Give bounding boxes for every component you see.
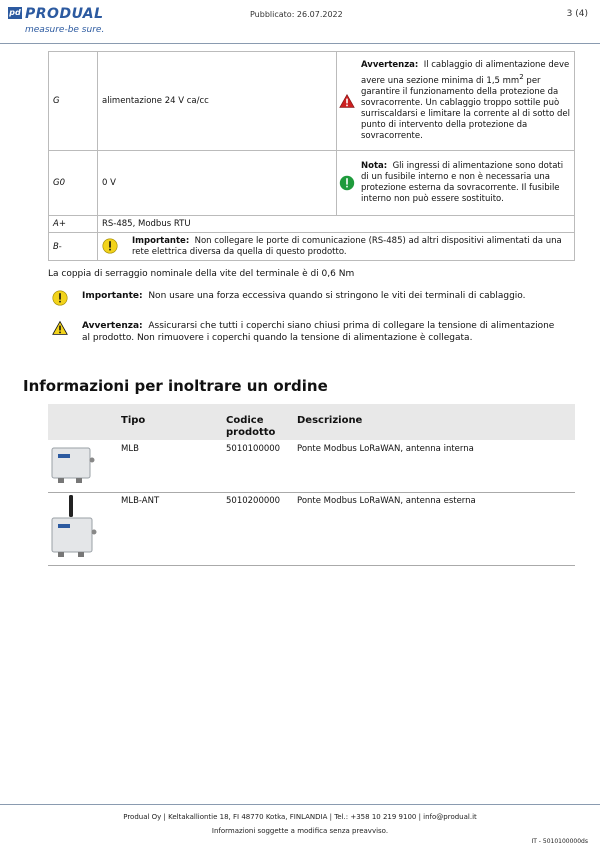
terminal-g0-function: 0 V	[98, 151, 337, 216]
terminal-g: G	[49, 52, 98, 151]
important-icon	[52, 290, 68, 306]
published-date: Pubblicato: 26.07.2022	[250, 10, 343, 19]
footer-company: Produal Oy | Keltakalliontie 18, FI 48770 Kotka, FINLANDIA | Tel.: +358 10 219 9100 | info@produal.it	[123, 813, 477, 821]
table-row	[48, 492, 575, 566]
note-icon-cell	[337, 151, 358, 216]
row-code: 5010100000	[226, 444, 281, 454]
col-code-line1: Codice	[226, 415, 264, 426]
section-title: Informazioni per inoltrare un ordine	[23, 377, 328, 395]
brand-logo-mark: pd	[9, 8, 21, 17]
footer-divider	[0, 804, 600, 805]
row-type: MLB	[121, 444, 139, 454]
footer-disclaimer: Informazioni soggette a modifica senza preavviso.	[211, 827, 389, 835]
terminal-g0: G0	[49, 151, 98, 216]
info-icon	[339, 175, 355, 191]
col-type: Tipo	[121, 415, 146, 426]
warning-notice	[52, 320, 572, 358]
warning-sup: 2	[519, 72, 524, 82]
warning-label: Avvertenza:	[361, 60, 419, 71]
important-label: Importante:	[132, 235, 190, 246]
terminal-a: A+	[49, 216, 98, 233]
terminal-g-function: alimentazione 24 V ca/cc	[98, 52, 337, 151]
warning-icon-cell	[337, 52, 358, 151]
terminal-b: B-	[49, 233, 98, 261]
note-label: Nota:	[361, 161, 388, 171]
notice-important-text: Non usare una forza eccessiva quando si stringono le viti dei terminali di cablaggio.	[148, 291, 526, 301]
footer-doc-id: IT - 5010100000ds	[531, 838, 588, 845]
notice-warning-label: Avvertenza:	[82, 321, 143, 331]
brand-name: PRODUAL	[25, 6, 104, 22]
torque-text: La coppia di serraggio nominale della vite del terminale è di 0,6 Nm	[48, 269, 355, 279]
row-description: Ponte Modbus LoRaWAN, antenna esterna	[297, 496, 476, 506]
important-note	[98, 233, 575, 261]
row-description: Ponte Modbus LoRaWAN, antenna interna	[297, 444, 474, 454]
important-icon	[102, 238, 118, 254]
warning-note	[357, 52, 575, 151]
warning-text-b: per garantire il funzionamento della protezione da sovracorrente. Un cablaggio troppo sottile può surriscaldarsi e limitare la corrente al di sotto del punto di intervento della protezione da sovracorrente.	[361, 75, 570, 141]
important-notice	[52, 290, 572, 316]
table-row	[48, 440, 575, 493]
notice-important-label: Importante:	[82, 291, 143, 301]
warning-text-a: Il cablaggio di alimentazione deve avere una sezione minima di 1,5 mm	[361, 60, 570, 86]
header-divider	[0, 43, 600, 44]
fuse-note	[357, 151, 575, 216]
note-text: Gli ingressi di alimentazione sono dotati di un fusibile interno e non è necessaria una protezione esterna da sovracorrente. Il fusibile interno non può essere sostituito.	[361, 161, 564, 204]
notice-warning-text: Assicurarsi che tutti i coperchi siano chiusi prima di collegare la tensione di alimentazione al prodotto. Non rimuovere i coperchi quando la tensione di alimentazione è collegata.	[82, 321, 555, 343]
brand-tagline: measure-be sure.	[25, 25, 105, 35]
col-code-line2: prodotto	[226, 427, 276, 438]
caution-icon	[52, 320, 68, 336]
important-text: Non collegare le porte di comunicazione (RS-485) ad altri dispositivi alimentati da una rete elettrica diversa da quella di questo prodotto.	[132, 235, 562, 257]
warning-icon	[339, 93, 355, 109]
row-type: MLB-ANT	[121, 496, 160, 506]
wiring-table	[48, 51, 575, 261]
col-description: Descrizione	[297, 415, 363, 426]
row-code: 5010200000	[226, 496, 281, 506]
product-image-mlb-ant	[50, 494, 98, 562]
product-image-mlb	[50, 446, 96, 486]
col-code	[226, 415, 275, 439]
order-table-header	[48, 404, 575, 440]
page-number: 3 (4)	[566, 9, 588, 19]
terminal-a-function: RS-485, Modbus RTU	[98, 216, 575, 233]
